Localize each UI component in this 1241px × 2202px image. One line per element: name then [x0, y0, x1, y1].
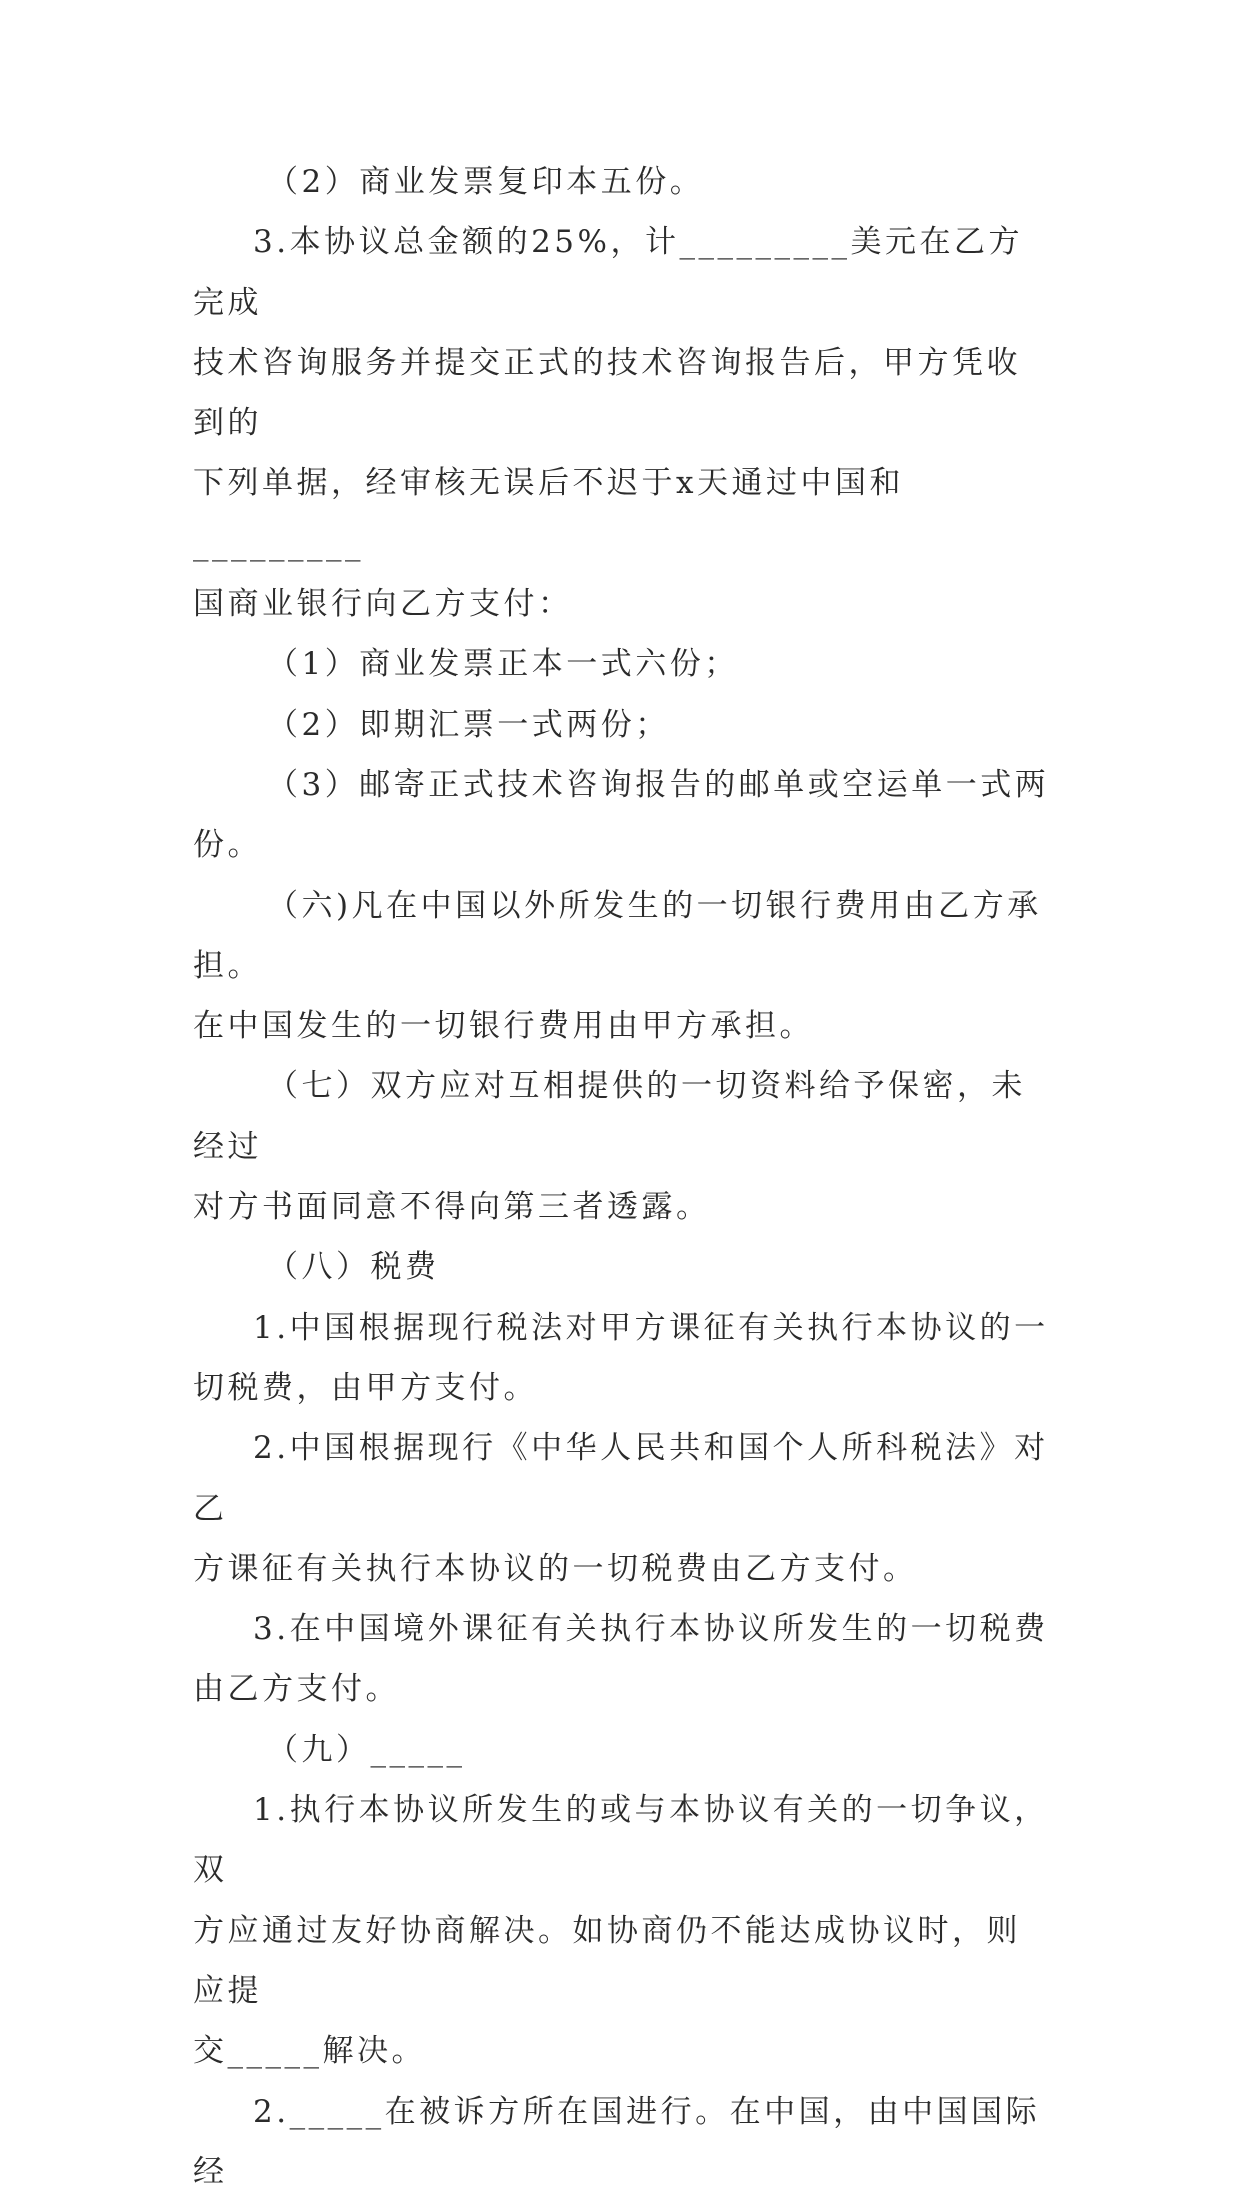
text-line: （八）税费: [193, 1237, 1053, 1297]
text-line: 1.执行本协议所发生的或与本协议有关的一切争议，双: [193, 1780, 1053, 1901]
text-line: 交_____解决。: [193, 2021, 1053, 2081]
text-line: （2）即期汇票一式两份；: [193, 695, 1053, 755]
text-line: 3.在中国境外课征有关执行本协议所发生的一切税费: [193, 1599, 1053, 1659]
text-line: 由乙方支付。: [193, 1659, 1053, 1719]
text-line: 方应通过友好协商解决。如协商仍不能达成协议时，则应提: [193, 1901, 1053, 2022]
text-line: 国商业银行向乙方支付：: [193, 574, 1053, 634]
text-line: （七）双方应对互相提供的一切资料给予保密，未经过: [193, 1056, 1053, 1177]
text-line: 下列单据，经审核无误后不迟于x天通过中国和_________: [193, 453, 1053, 574]
text-line: 方课征有关执行本协议的一切税费由乙方支付。: [193, 1539, 1053, 1599]
text-line: （3）邮寄正式技术咨询报告的邮单或空运单一式两份。: [193, 755, 1053, 876]
text-line: （六)凡在中国以外所发生的一切银行费用由乙方承担。: [193, 876, 1053, 997]
text-line: 1.中国根据现行税法对甲方课征有关执行本协议的一: [193, 1298, 1053, 1358]
text-line: （1）商业发票正本一式六份；: [193, 634, 1053, 694]
document-body: [193, 152, 1053, 2202]
text-line: （九）_____: [193, 1720, 1053, 1780]
text-line: 技术咨询服务并提交正式的技术咨询报告后，甲方凭收到的: [193, 333, 1053, 454]
text-line: 2._____在被诉方所在国进行。在中国，由中国国际经: [193, 2082, 1053, 2202]
text-line: 2.中国根据现行《中华人民共和国个人所科税法》对乙: [193, 1418, 1053, 1539]
text-line: 3.本协议总金额的25%，计_________美元在乙方完成: [193, 212, 1053, 333]
text-line: （2）商业发票复印本五份。: [193, 152, 1053, 212]
text-line: 在中国发生的一切银行费用由甲方承担。: [193, 996, 1053, 1056]
text-line: 切税费，由甲方支付。: [193, 1358, 1053, 1418]
text-line: 对方书面同意不得向第三者透露。: [193, 1177, 1053, 1237]
